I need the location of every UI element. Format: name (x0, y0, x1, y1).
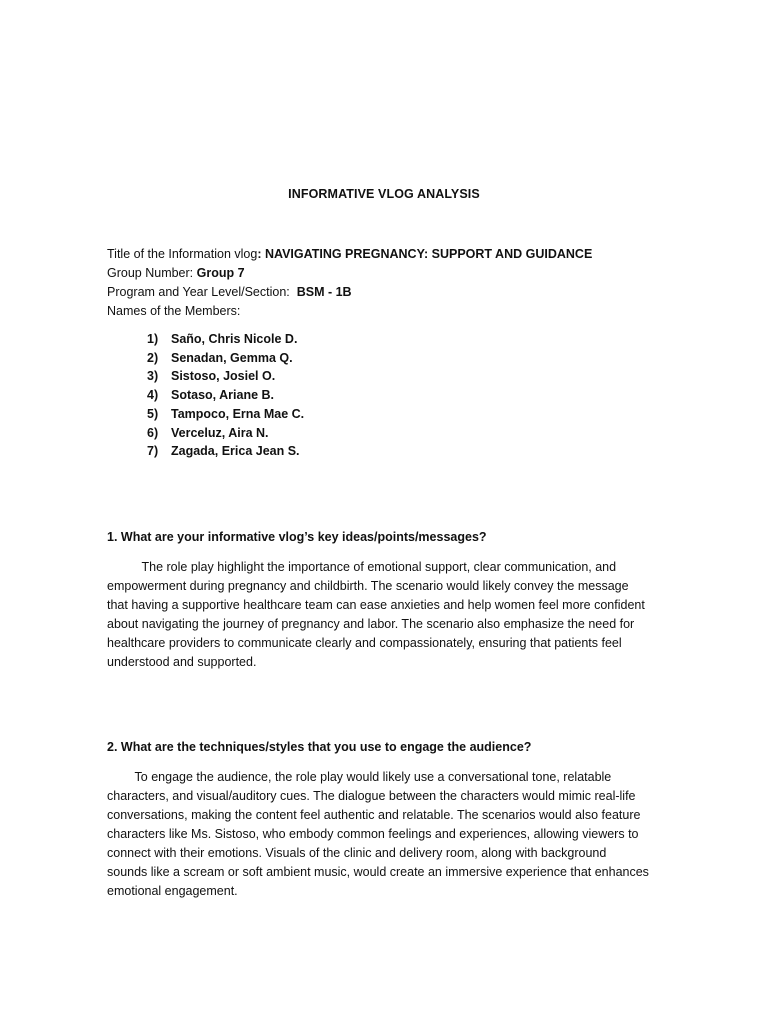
answer-line: about navigating the journey of pregnancy and labor. The scenario also emphasize the need for (107, 617, 635, 631)
member-name: Sotaso, Ariane B. (171, 388, 275, 403)
list-item-number: 2) (147, 350, 159, 365)
vlog-title-value: NAVIGATING PREGNANCY: SUPPORT AND GUIDANCE (264, 247, 593, 261)
member-name: Saño, Chris Nicole D. (171, 332, 298, 346)
vlog-title-row (107, 245, 707, 264)
answer-line: emotional engagement. (107, 884, 238, 898)
list-item-number: 5) (147, 406, 159, 421)
member-name: Verceluz, Aira N. (171, 425, 269, 440)
list-item-number: 4) (147, 388, 159, 403)
members-label-row (107, 302, 707, 321)
answer-2 (107, 768, 667, 901)
question-1: 1. What are your informative vlog’s key ideas/points/messages? (107, 530, 487, 544)
question-2: 2. What are the techniques/styles that you use to engage the audience? (107, 740, 532, 754)
list-item (147, 442, 304, 461)
document-metadata (107, 245, 707, 321)
answer-1 (107, 558, 667, 672)
answer-line: that having a supportive healthcare team can ease anxieties and help women feel more confident (107, 598, 645, 612)
list-item-number: 1) (147, 332, 159, 346)
list-item (147, 386, 304, 405)
list-item-number: 7) (147, 444, 159, 459)
program-row (107, 283, 707, 302)
program-value: BSM - 1B (296, 285, 352, 299)
program-label: Program and Year Level/Section: (107, 285, 297, 299)
list-item (147, 424, 304, 443)
answer-line: conversations, making the content feel authentic and relatable. The scenarios would also feature (107, 808, 641, 822)
vlog-title-label: Title of the Information vlog (107, 247, 258, 261)
answer-line: characters, and visual/auditory cues. The dialogue between the characters would mimic real-life (107, 789, 636, 803)
group-number-value: Group 7 (196, 266, 245, 280)
answer-line: healthcare providers to communicate clearly and compassionately, ensuring that patients feel (107, 636, 622, 650)
answer-line: understood and supported. (107, 655, 257, 669)
members-list (147, 330, 304, 461)
answer-line: The role play highlight the importance of emotional support, clear communication, and (107, 560, 617, 574)
list-item (147, 367, 304, 386)
answer-line: empowerment during pregnancy and childbirth. The scenario would likely convey the message (107, 579, 629, 593)
group-number-row (107, 264, 707, 283)
list-item (147, 330, 304, 349)
group-number-label: Group Number: (107, 266, 197, 280)
document-title: INFORMATIVE VLOG ANALYSIS (288, 187, 480, 201)
vlog-title-colon: : (257, 247, 265, 261)
answer-line: characters like Ms. Sistoso, who embody common feelings and experiences, allowing viewers to (107, 827, 639, 841)
list-item (147, 405, 304, 424)
list-item-number: 6) (147, 425, 159, 440)
answer-line: connect with their emotions. Visuals of the clinic and delivery room, along with background (107, 846, 607, 860)
answer-line: sounds like a scream or soft ambient music, would create an immersive experience that enhances (107, 865, 649, 879)
member-name: Zagada, Erica Jean S. (171, 444, 300, 459)
answer-line: To engage the audience, the role play would likely use a conversational tone, relatable (107, 770, 612, 784)
list-item (147, 349, 304, 368)
member-name: Tampoco, Erna Mae C. (171, 406, 305, 421)
list-item-number: 3) (147, 369, 159, 384)
member-name: Senadan, Gemma Q. (171, 350, 293, 365)
member-name: Sistoso, Josiel O. (171, 369, 276, 384)
members-label: Names of the Members: (107, 304, 241, 318)
